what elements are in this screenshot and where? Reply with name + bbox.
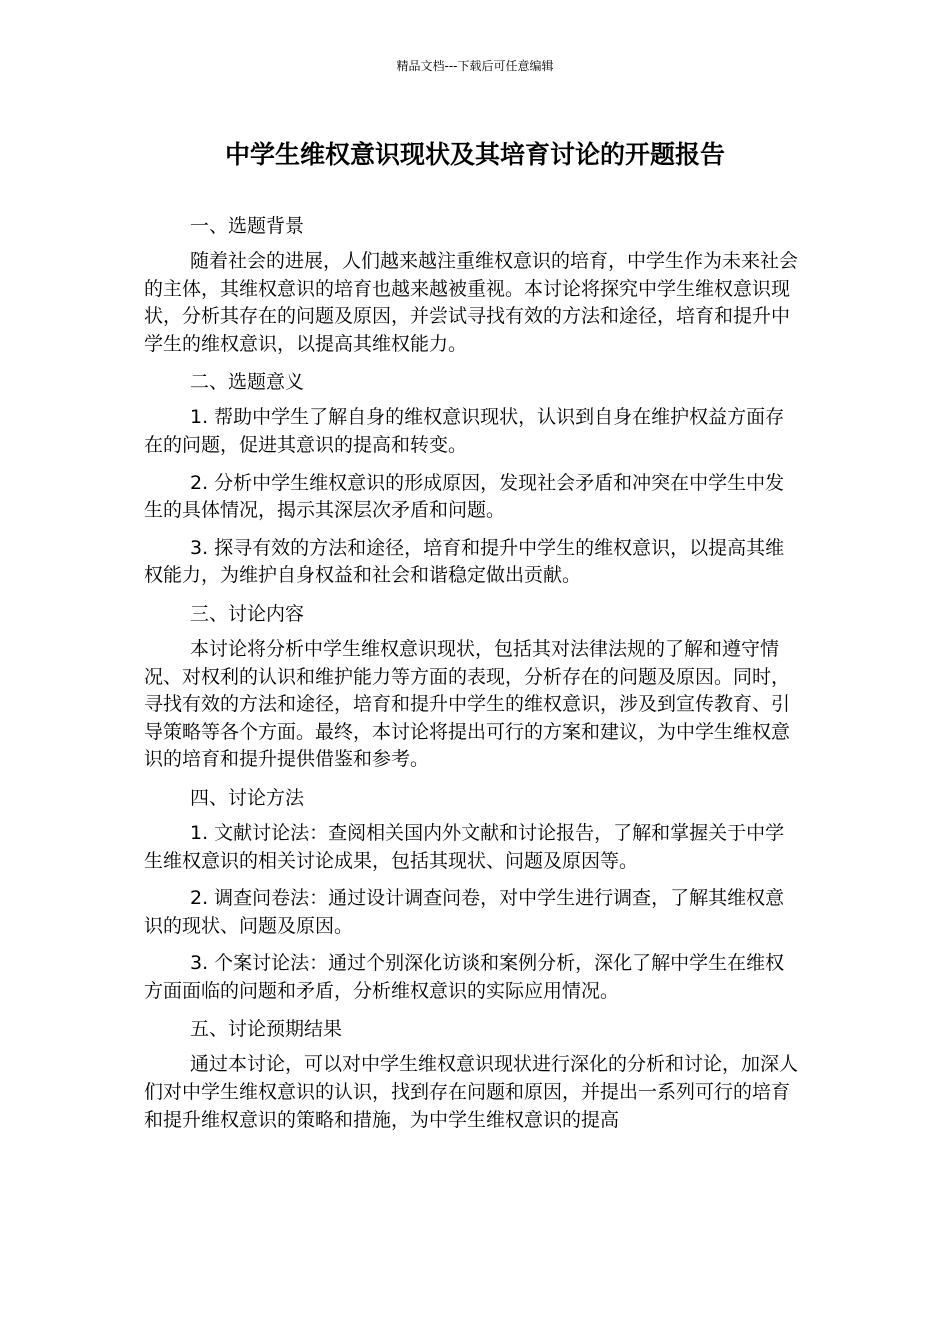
section-significance bbox=[144, 368, 800, 590]
body-paragraph: 通过本讨论，可以对中学生维权意识现状进行深化的分析和讨论，加深人们对中学生维权意识的认识，找到存在问题和原因，并提出一系列可行的培育和提升维权意识的策略和措施，为中学生维权意识的提高 bbox=[144, 1053, 799, 1131]
section-heading: 二、选题意义 bbox=[190, 371, 305, 394]
section-expected-results bbox=[144, 1015, 800, 1134]
section-heading: 五、讨论预期结果 bbox=[190, 1018, 343, 1041]
document-title: 中学生维权意识现状及其培育讨论的开题报告 bbox=[224, 140, 725, 169]
list-item: 2. 分析中学生维权意识的形成原因，发现社会矛盾和冲突在中学生中发生的具体情况，揭示其深层次矛盾和问题。 bbox=[144, 471, 785, 522]
list-item: 3. 探寻有效的方法和途径，培育和提升中学生的维权意识，以提高其维权能力，为维护自身权益和社会和谐稳定做出贡献。 bbox=[144, 536, 785, 587]
body-paragraph: 随着社会的进展，人们越来越注重维权意识的培育，中学生作为未来社会的主体，其维权意识的培育也越来越被重视。本讨论将探究中学生维权意识现状，分析其存在的问题及原因，并尝试寻找有效的方法和途径，培育和提升中学生的维权意识，以提高其维权能力。 bbox=[144, 250, 799, 355]
list-item: 2. 调查问卷法：通过设计调查问卷，对中学生进行调查，了解其维权意识的现状、问题及原因。 bbox=[144, 887, 785, 937]
list-item: 1. 帮助中学生了解自身的维权意识现状，认识到自身在维护权益方面存在的问题，促进其意识的提高和转变。 bbox=[144, 406, 785, 456]
section-methods bbox=[144, 784, 800, 1006]
section-heading: 四、讨论方法 bbox=[190, 786, 305, 809]
body-paragraph: 本讨论将分析中学生维权意识现状，包括其对法律法规的了解和遵守情况、对权利的认识和维护能力等方面的表现，分析存在的问题及原因。同时，寻找有效的方法和途径，培育和提升中学生的维权意识，涉及到宣传教育、引导策略等各个方面。最终，本讨论将提出可行的方案和建议，为中学生维权意识的培育和提升提供借鉴和参考。 bbox=[144, 637, 791, 771]
document-body bbox=[144, 212, 800, 1144]
page-header: 精品文档---下载后可任意编辑 bbox=[396, 59, 554, 73]
section-background bbox=[144, 212, 800, 358]
section-heading: 一、选题背景 bbox=[190, 215, 305, 237]
list-item: 3. 个案讨论法：通过个别深化访谈和案例分析，深化了解中学生在维权方面面临的问题和矛盾，分析维权意识的实际应用情况。 bbox=[144, 952, 785, 1002]
list-item: 1. 文献讨论法：查阅相关国内外文献和讨论报告，了解和掌握关于中学生维权意识的相关讨论成果，包括其现状、问题及原因等。 bbox=[144, 821, 785, 872]
section-heading: 三、讨论内容 bbox=[190, 602, 305, 625]
section-content bbox=[144, 600, 800, 774]
